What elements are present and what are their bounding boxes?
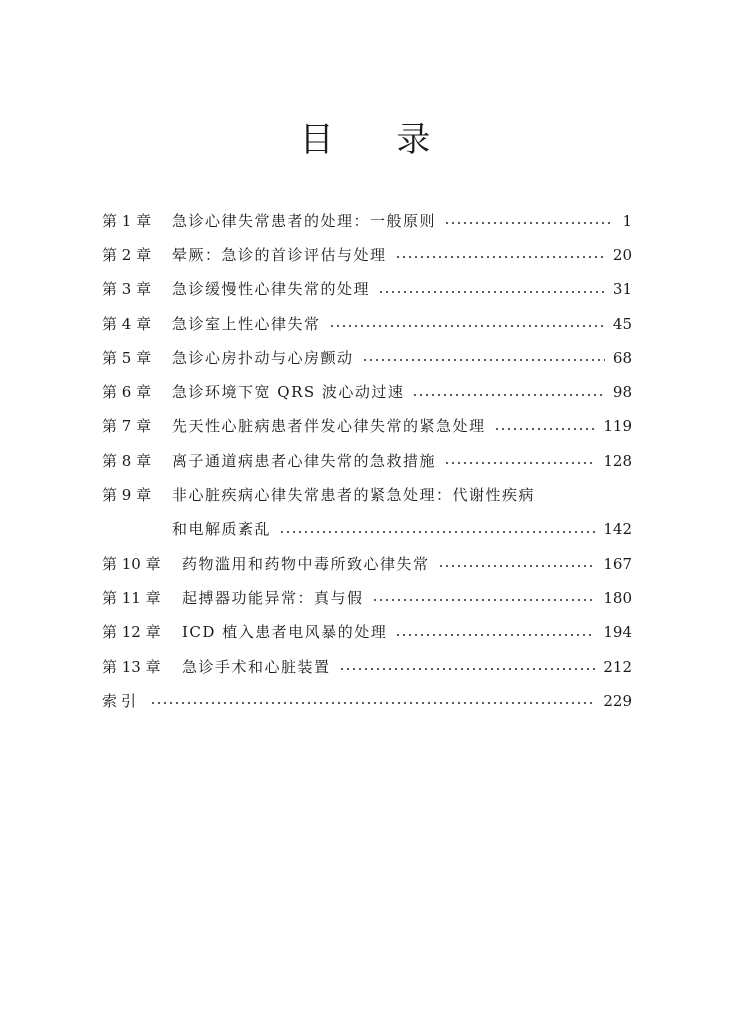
toc-entry-chapter-1[interactable] [102, 204, 632, 238]
chapter-number: 第 10 章 [102, 554, 161, 573]
toc-entry-chapter-9-continued[interactable] [102, 513, 632, 547]
toc-entry-chapter-5[interactable] [102, 341, 632, 375]
chapter-number: 第 9 章 [102, 486, 152, 505]
dot-leader [444, 222, 610, 224]
page-number: 98 [612, 383, 632, 402]
page-number: 119 [603, 417, 632, 436]
toc-entry-chapter-4[interactable] [102, 307, 632, 341]
toc-entry-chapter-9[interactable] [102, 478, 632, 512]
chapter-number: 第 1 章 [102, 211, 152, 230]
dot-leader [362, 359, 605, 361]
chapter-title: 先天性心脏病患者伴发心律失常的紧急处理 [172, 417, 486, 436]
chapter-title: 药物滥用和药物中毒所致心律失常 [182, 554, 430, 573]
page-title: 目 录 [299, 120, 457, 160]
toc-entry-chapter-12[interactable] [102, 616, 632, 650]
toc-entry-chapter-7[interactable] [102, 410, 632, 444]
page-number: 180 [603, 588, 632, 607]
page-number: 45 [612, 314, 632, 333]
chapter-title: 离子通道病患者心律失常的急救措施 [172, 451, 437, 470]
toc-entry-chapter-8[interactable] [102, 444, 632, 478]
dot-leader [444, 462, 595, 464]
chapter-title-continued: 和电解质紊乱 [172, 520, 272, 539]
chapter-title: 急诊缓慢性心律失常的处理 [172, 280, 371, 299]
chapter-number: 第 5 章 [102, 348, 152, 367]
toc-entry-chapter-13[interactable] [102, 650, 632, 684]
chapter-title: 非心脏疾病心律失常患者的紧急处理：代谢性疾病 [172, 486, 536, 505]
index-label: 索引 [102, 691, 141, 710]
chapter-title: ICD 植入患者电风暴的处理 [182, 623, 388, 642]
chapter-number: 第 12 章 [102, 623, 161, 642]
chapter-title: 急诊心律失常患者的处理：一般原则 [172, 211, 437, 230]
dot-leader [412, 394, 605, 396]
toc-entry-index[interactable] [102, 684, 632, 718]
dot-leader [378, 291, 605, 293]
page-number: 31 [612, 280, 632, 299]
toc-entry-chapter-3[interactable] [102, 273, 632, 307]
chapter-title: 急诊心房扑动与心房颤动 [172, 348, 354, 367]
chapter-title: 急诊环境下宽 QRS 波心动过速 [172, 383, 405, 402]
toc-entry-chapter-2[interactable] [102, 238, 632, 272]
dot-leader [395, 256, 605, 258]
chapter-title: 起搏器功能异常：真与假 [182, 588, 364, 607]
table-of-contents [102, 204, 632, 718]
dot-leader [438, 565, 596, 567]
chapter-title: 晕厥：急诊的首诊评估与处理 [172, 245, 387, 264]
page-number: 68 [612, 348, 632, 367]
toc-entry-chapter-11[interactable] [102, 581, 632, 615]
toc-entry-chapter-6[interactable] [102, 375, 632, 409]
page-number: 128 [603, 451, 632, 470]
dot-leader [395, 634, 595, 636]
chapter-title: 急诊手术和心脏装置 [182, 657, 331, 676]
page-number: 229 [603, 691, 632, 710]
page-number: 142 [603, 520, 632, 539]
dot-leader [339, 668, 596, 670]
dot-leader [150, 702, 595, 704]
chapter-number: 第 13 章 [102, 657, 161, 676]
page-number: 167 [603, 554, 632, 573]
chapter-number: 第 7 章 [102, 417, 152, 436]
dot-leader [329, 325, 605, 327]
page-number: 194 [603, 623, 632, 642]
page-number: 1 [622, 211, 632, 230]
dot-leader [372, 599, 596, 601]
page-number: 212 [603, 657, 632, 676]
chapter-number: 第 3 章 [102, 280, 152, 299]
page-number: 20 [612, 245, 632, 264]
chapter-number: 第 11 章 [102, 588, 161, 607]
chapter-number: 第 4 章 [102, 314, 152, 333]
chapter-number: 第 2 章 [102, 245, 152, 264]
chapter-number: 第 8 章 [102, 451, 152, 470]
toc-entry-chapter-10[interactable] [102, 547, 632, 581]
chapter-number: 第 6 章 [102, 383, 152, 402]
chapter-title: 急诊室上性心律失常 [172, 314, 321, 333]
dot-leader [279, 531, 595, 533]
dot-leader [494, 428, 596, 430]
